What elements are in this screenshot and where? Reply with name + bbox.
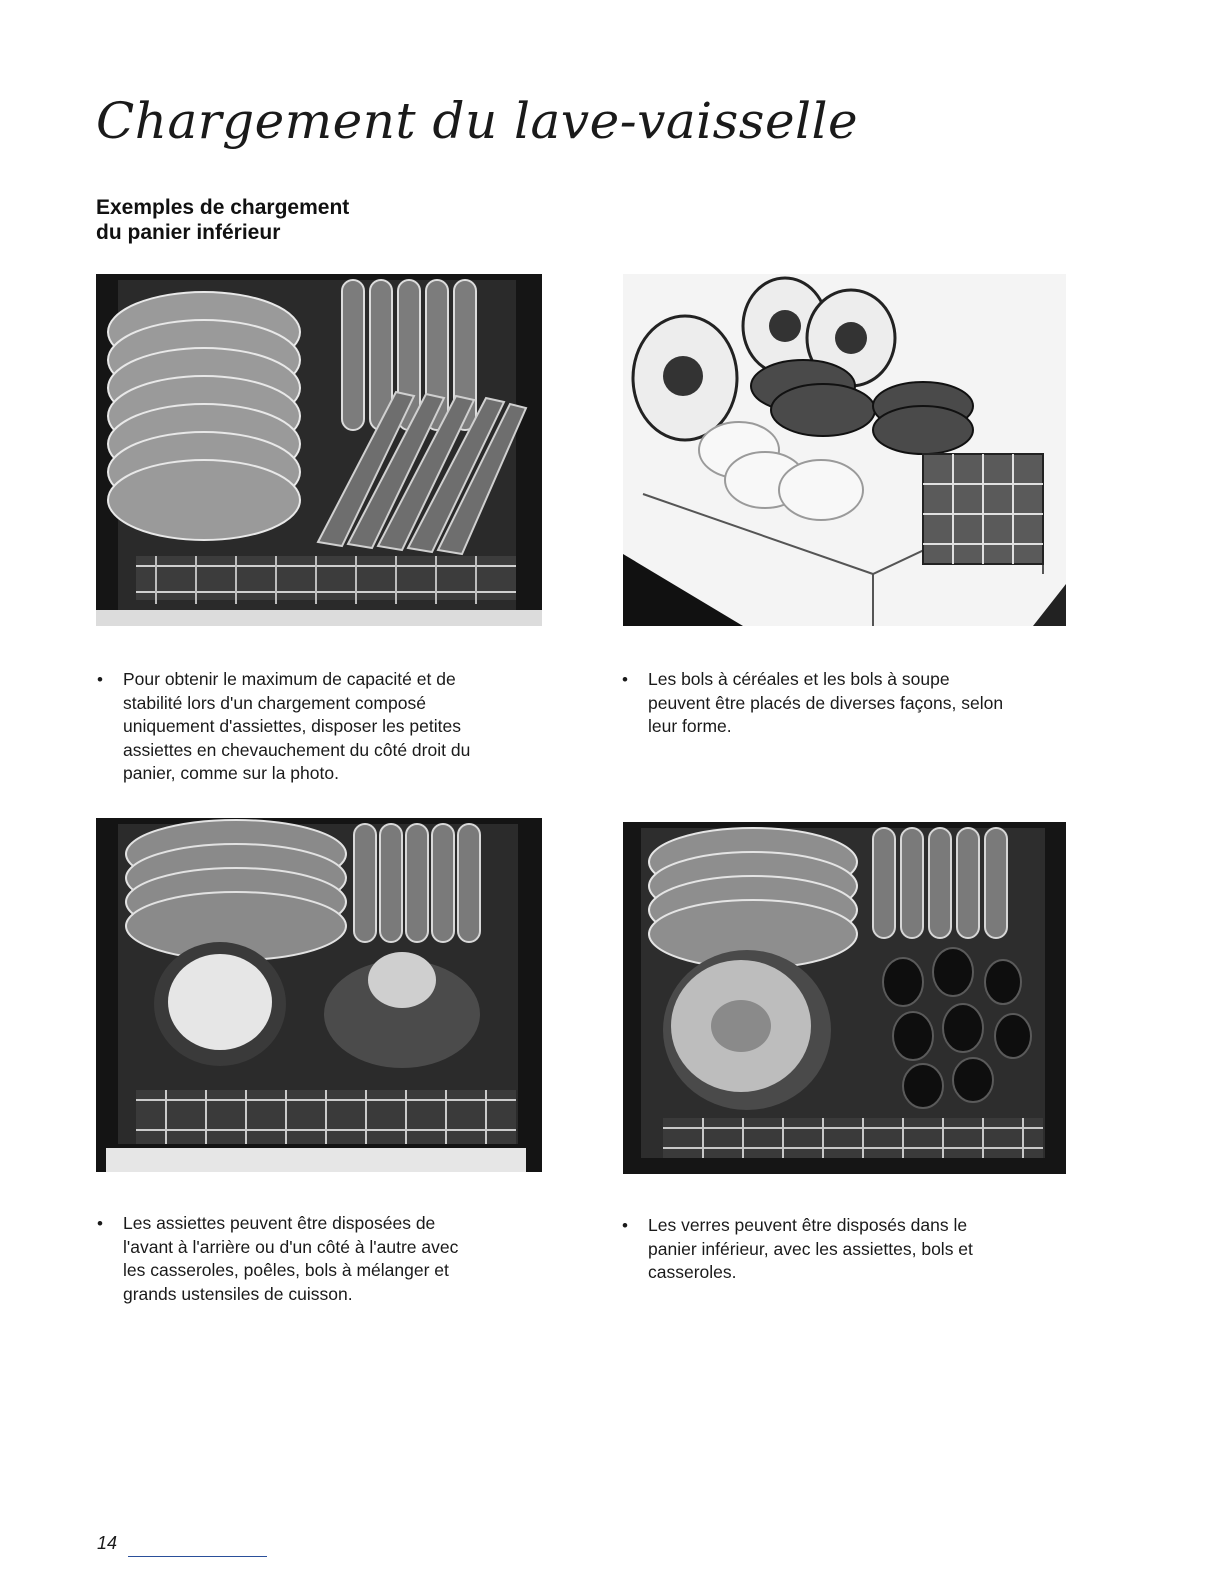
bullet: • [97,670,103,689]
caption-plates-pots [97,1212,563,1306]
caption-line: grands ustensiles de cuisson. [123,1283,353,1304]
caption-line: Les assiettes peuvent être disposées de [123,1213,436,1233]
caption-line: panier inférieur, avec les assiettes, bols et [648,1238,973,1259]
caption-line: assiettes en chevauchement du côté droit du [123,739,471,760]
bullet: • [622,1216,628,1235]
page-title: Chargement du lave-vaisselle [96,92,859,150]
caption-line: les casseroles, poêles, bols à mélanger et [123,1260,449,1280]
caption-plates-only [97,668,563,786]
photo-plates-pots-load [96,818,542,1172]
pots-rack-illustration [96,818,542,1172]
bullet: • [622,670,628,689]
caption-line: panier, comme sur la photo. [123,763,339,783]
plates-rack-illustration [96,274,542,626]
bullet: • [97,1214,103,1233]
caption-line: l'avant à l'arrière ou d'un côté à l'autre avec [123,1236,459,1257]
caption-bowls [622,668,1088,739]
caption-line: peuvent être placés de diverses façons, selon [648,692,1004,713]
photo-plates-only-load [96,274,542,626]
caption-line: stabilité lors d'un chargement composé [123,692,426,713]
photo-bowls-load [623,274,1066,626]
caption-line: Les verres peuvent être disposés dans le [648,1215,968,1235]
glasses-rack-illustration [623,822,1066,1174]
photo-glasses-load [623,822,1066,1174]
caption-line: Les bols à céréales et les bols à soupe [648,669,950,689]
caption-line: uniquement d'assiettes, disposer les petites [123,716,461,736]
caption-line: leur forme. [648,716,732,736]
caption-glasses [622,1214,1088,1285]
section-heading [96,195,349,245]
section-heading-line-1: Exemples de chargement [96,196,350,219]
caption-line: Pour obtenir le maximum de capacité et de [123,669,456,689]
footer-rule [128,1556,267,1557]
caption-line: casseroles. [648,1262,737,1282]
section-heading-line-2: du panier inférieur [96,221,281,244]
bowls-rack-illustration [623,274,1066,626]
page-number: 14 [97,1533,118,1553]
